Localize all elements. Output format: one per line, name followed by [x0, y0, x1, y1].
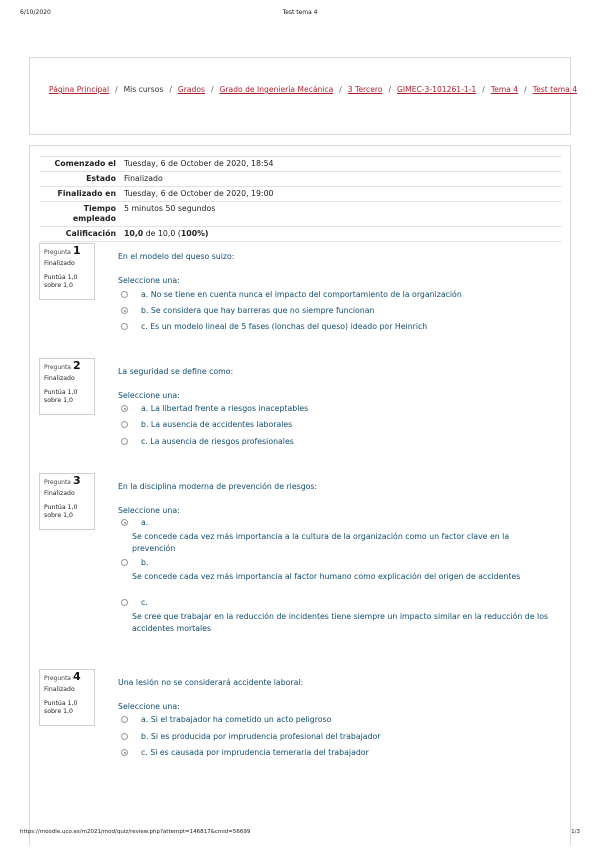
answer-letter: a.	[141, 518, 149, 527]
time-label	[40, 202, 120, 227]
state-value: Finalizado	[120, 172, 562, 187]
select-one-prompt: Seleccione una:	[118, 506, 180, 515]
answer-label	[141, 715, 331, 724]
print-footer	[0, 829, 600, 841]
question-label: Pregunta	[44, 675, 71, 682]
summary-row-started	[40, 157, 562, 172]
select-one-prompt: Seleccione una:	[118, 391, 180, 400]
breadcrumb	[49, 85, 577, 94]
answer-label	[141, 404, 308, 413]
question-text: La seguridad se define como:	[118, 367, 234, 376]
question-info-2	[39, 358, 95, 415]
question-grade-line-2: sobre 1,0	[44, 397, 73, 404]
breadcrumb-quiz-link[interactable]: Test tema 4	[532, 85, 578, 94]
answer-letter: c.	[141, 598, 148, 607]
breadcrumb-separator: /	[388, 85, 392, 94]
question-number-2	[44, 359, 90, 374]
select-one-prompt: Seleccione una:	[118, 276, 180, 285]
print-title: Test tema 4	[282, 9, 318, 16]
answer-text: Si es producida por imprudencia profesional del trabajador	[150, 732, 381, 741]
radio-button[interactable]	[121, 716, 128, 723]
question-grade-line-1: Puntúa 1,0	[44, 274, 78, 281]
grade-percent: 100	[180, 229, 198, 238]
question-number: 3	[72, 474, 81, 487]
question-number: 1	[72, 244, 81, 257]
grade-score: 10,0	[124, 229, 144, 238]
radio-button-selected[interactable]	[121, 405, 128, 412]
answer-letter: a.	[141, 715, 149, 724]
attempt-summary-table	[40, 156, 562, 242]
breadcrumb-separator: /	[339, 85, 342, 94]
answer-text: La ausencia de riesgos profesionales	[150, 437, 294, 446]
breadcrumb-separator: /	[524, 85, 527, 94]
answer-label	[141, 437, 294, 446]
summary-row-grade	[40, 227, 562, 242]
answer-label	[141, 732, 381, 741]
print-header	[0, 9, 600, 21]
question-text: En la disciplina moderna de prevención de riesgos:	[118, 482, 318, 491]
answer-letter: b.	[141, 420, 149, 429]
breadcrumb-my-courses: Mis cursos	[123, 85, 164, 94]
question-info-3	[39, 473, 95, 530]
question-text: En el modelo del queso suizo:	[118, 252, 235, 261]
radio-button-selected[interactable]	[121, 519, 128, 526]
state-label: Estado	[40, 172, 120, 187]
breadcrumb-separator: /	[115, 85, 118, 94]
grade-label: Calificación	[40, 227, 120, 242]
breadcrumb-card	[29, 57, 578, 135]
radio-button[interactable]	[121, 323, 128, 330]
time-label-line-1: Tiempo	[83, 204, 116, 213]
answer-letter: c.	[141, 437, 148, 446]
breadcrumb-grados-link[interactable]: Grados	[177, 85, 205, 94]
answer-text: Se concede cada vez más importancia al factor humano como explicación del origen de accidentes	[132, 572, 521, 581]
answer-text: No se tiene en cuenta nunca el impacto del comportamiento de la organización	[150, 290, 462, 299]
print-date: 6/10/2020	[20, 9, 51, 16]
answer-label	[141, 322, 427, 331]
radio-button-selected[interactable]	[121, 307, 128, 314]
question-label: Pregunta	[44, 479, 71, 486]
question-state: Finalizado	[44, 260, 75, 267]
question-label: Pregunta	[44, 249, 71, 256]
answer-letter: a.	[141, 290, 149, 299]
time-label-line-2: empleado	[72, 214, 116, 223]
question-number-3	[44, 474, 90, 489]
answer-text: La libertad frente a riesgos inaceptables	[150, 404, 309, 413]
answer-letter: a.	[141, 404, 149, 413]
question-grade-line-1: Puntúa 1,0	[44, 700, 78, 707]
answer-letter: c.	[141, 748, 148, 757]
question-number-1	[44, 244, 90, 259]
grade-out-of: de 10,0 (	[143, 229, 181, 238]
print-page-number: 1/3	[571, 829, 580, 835]
breadcrumb-degree-link[interactable]: Grado de Ingeniería Mecánica	[219, 85, 334, 94]
answer-text: Si es causada por imprudencia temeraria del trabajador	[150, 748, 369, 757]
breadcrumb-year-link[interactable]: 3 Tercero	[347, 85, 383, 94]
radio-button[interactable]	[121, 599, 128, 606]
question-number-4	[44, 670, 90, 685]
answer-letter: b.	[141, 306, 149, 315]
question-grade-line-1: Puntúa 1,0	[44, 504, 78, 511]
grade-value	[120, 227, 562, 242]
started-value: Tuesday, 6 de October de 2020, 18:54	[120, 157, 562, 172]
answer-text: Es un modelo lineal de 5 fases (lonchas del queso) ideado por Heinrich	[150, 322, 428, 331]
finished-value: Tuesday, 6 de October de 2020, 19:00	[120, 187, 562, 202]
answer-letter: b.	[141, 558, 149, 567]
answer-letter: c.	[141, 322, 148, 331]
time-value: 5 minutos 50 segundos	[120, 202, 562, 227]
answer-label	[141, 306, 374, 315]
answer-letter: b.	[141, 732, 149, 741]
question-grade-line-2: sobre 1,0	[44, 708, 73, 715]
breadcrumb-separator: /	[210, 85, 214, 94]
question-grade-line-2: sobre 1,0	[44, 282, 73, 289]
answer-text: Si el trabajador ha cometido un acto peligroso	[150, 715, 332, 724]
summary-row-state	[40, 172, 562, 187]
started-label: Comenzado el	[40, 157, 120, 172]
question-number: 2	[72, 359, 81, 372]
grade-percent-suffix: %)	[197, 229, 209, 238]
question-state: Finalizado	[44, 490, 75, 497]
question-number: 4	[72, 670, 81, 683]
breadcrumb-topic-link[interactable]: Tema 4	[490, 85, 519, 94]
question-state: Finalizado	[44, 686, 75, 693]
breadcrumb-course-link[interactable]: GIMEC-3-101261-1-1	[397, 85, 477, 94]
radio-button[interactable]	[121, 421, 128, 428]
radio-button[interactable]	[121, 559, 128, 566]
radio-button[interactable]	[121, 291, 128, 298]
print-url: https://moodle.uco.es/m2021/mod/quiz/review.php?attempt=146817&cmid=56699	[20, 829, 251, 835]
question-info-1	[39, 243, 95, 300]
question-info-4	[39, 669, 95, 726]
radio-button[interactable]	[121, 438, 128, 445]
summary-row-time	[40, 202, 562, 227]
select-one-prompt: Seleccione una:	[118, 702, 180, 711]
question-grade-line-2: sobre 1,0	[44, 512, 73, 519]
answer-text: Se considera que hay barreras que no siempre funcionan	[150, 306, 375, 315]
radio-button[interactable]	[121, 733, 128, 740]
radio-button-selected[interactable]	[121, 749, 128, 756]
finished-label: Finalizado en	[40, 187, 120, 202]
question-text: Una lesión no se considerará accidente laboral:	[118, 678, 304, 687]
answer-text: Se concede cada vez más importancia a la cultura de la organización como un factor clave en la prevención	[132, 532, 510, 553]
answer-text: La ausencia de accidentes laborales	[150, 420, 293, 429]
answer-label	[141, 748, 369, 757]
breadcrumb-home-link[interactable]: Página Principal	[49, 85, 110, 94]
breadcrumb-separator: /	[482, 85, 485, 94]
breadcrumb-separator: /	[169, 85, 172, 94]
summary-row-finished	[40, 187, 562, 202]
answer-label	[141, 290, 462, 299]
question-state: Finalizado	[44, 375, 75, 382]
answer-text: Se cree que trabajar en la reducción de incidentes tiene siempre un impacto similar en la reducción de los accidentes mortales	[132, 612, 549, 633]
question-grade-line-1: Puntúa 1,0	[44, 389, 78, 396]
question-label: Pregunta	[44, 364, 71, 371]
answer-label	[141, 420, 292, 429]
